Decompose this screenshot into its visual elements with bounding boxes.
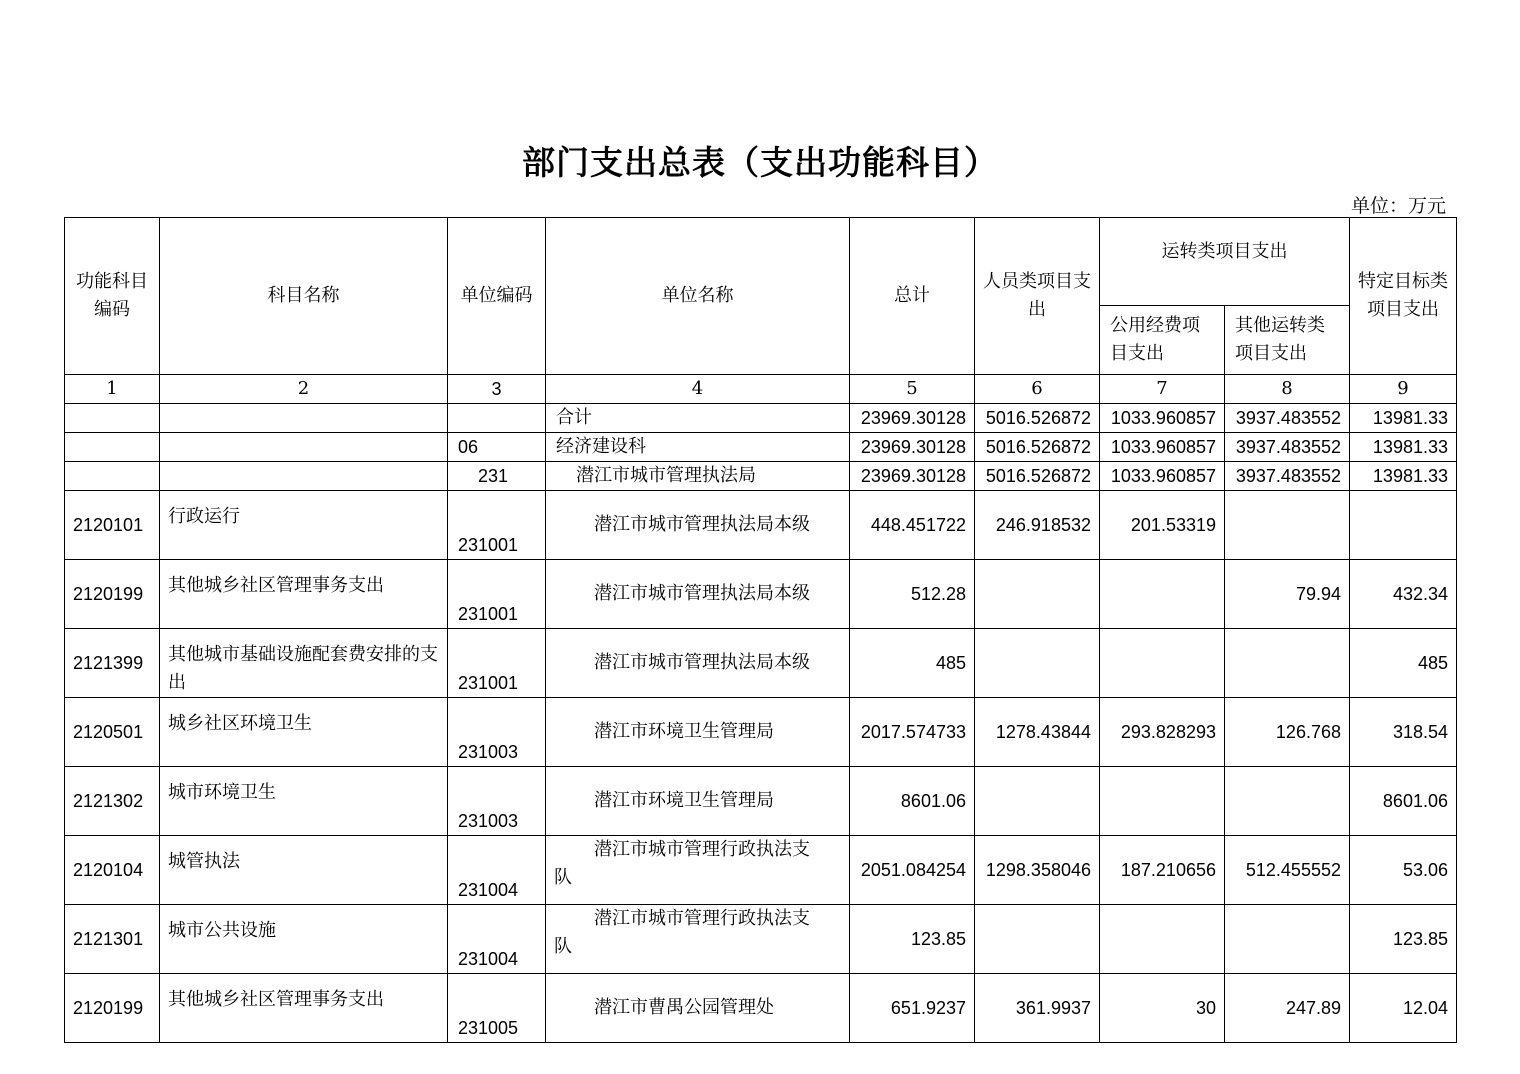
table-row [65, 560, 1457, 629]
header-row [65, 218, 1457, 306]
special-cell: 485 [1350, 629, 1457, 698]
unit-name-text: 潜江市城市管理执法局本级 [594, 514, 810, 535]
table-row [65, 698, 1457, 767]
personnel-cell: 246.918532 [975, 491, 1100, 560]
code-cell: 2120101 [65, 491, 160, 560]
personnel-cell [975, 767, 1100, 836]
other-operation-cell [1225, 491, 1350, 560]
public-fund-cell [1100, 905, 1225, 974]
unit-name-text: 潜江市环境卫生管理局 [594, 790, 774, 811]
code-cell: 2120199 [65, 560, 160, 629]
subject-cell [160, 404, 448, 433]
table-row [65, 974, 1457, 1043]
code-cell [65, 462, 160, 491]
unit-name-cell [546, 767, 850, 836]
unit-label: 单位：万元 [1350, 195, 1446, 217]
summary-row [65, 462, 1457, 491]
code-cell: 2120104 [65, 836, 160, 905]
total-cell: 485 [850, 629, 975, 698]
index-cell: 7 [1100, 375, 1225, 404]
table-row [65, 905, 1457, 974]
other-operation-cell: 3937.483552 [1225, 404, 1350, 433]
personnel-cell: 5016.526872 [975, 404, 1100, 433]
header-special: 特定目标类项目支出 [1350, 218, 1457, 375]
subject-cell: 其他城乡社区管理事务支出 [160, 560, 448, 629]
unit-name-line: 队 [554, 936, 572, 957]
unit-name-line: 潜江市城市管理行政执法支 [594, 839, 810, 860]
header-unit-code: 单位编码 [448, 218, 546, 375]
header-total: 总计 [850, 218, 975, 375]
unit-name-cell [546, 836, 850, 905]
public-fund-cell [1100, 767, 1225, 836]
unit-name-cell [546, 974, 850, 1043]
unit-name-cell [546, 905, 850, 974]
index-cell: 4 [546, 375, 850, 404]
code-cell [65, 404, 160, 433]
subject-cell [160, 433, 448, 462]
subject-cell [160, 462, 448, 491]
special-cell [1350, 491, 1457, 560]
total-cell: 512.28 [850, 560, 975, 629]
summary-row [65, 404, 1457, 433]
unit-code-cell: 231001 [448, 629, 546, 698]
public-fund-cell: 1033.960857 [1100, 462, 1225, 491]
other-operation-cell [1225, 905, 1350, 974]
header-subject: 科目名称 [160, 218, 448, 375]
unit-name-line: 队 [554, 867, 572, 888]
unit-name-cell [546, 560, 850, 629]
total-cell: 23969.30128 [850, 462, 975, 491]
header-operation: 运转类项目支出 [1100, 218, 1350, 306]
unit-name-text: 潜江市城市管理执法局本级 [594, 652, 810, 673]
code-cell: 2120501 [65, 698, 160, 767]
header-unit-name: 单位名称 [546, 218, 850, 375]
personnel-cell [975, 629, 1100, 698]
header-public-fund: 公用经费项目支出 [1100, 306, 1225, 375]
special-cell: 432.34 [1350, 560, 1457, 629]
unit-name-text: 潜江市城市管理执法局本级 [594, 583, 810, 604]
total-cell: 2017.574733 [850, 698, 975, 767]
subject-cell: 其他城乡社区管理事务支出 [160, 974, 448, 1043]
special-cell: 318.54 [1350, 698, 1457, 767]
code-cell: 2121301 [65, 905, 160, 974]
unit-code-cell: 231005 [448, 974, 546, 1043]
unit-code-cell: 231004 [448, 905, 546, 974]
unit-name-cell [546, 698, 850, 767]
total-cell: 8601.06 [850, 767, 975, 836]
unit-name-cell: 经济建设科 [546, 433, 850, 462]
index-cell: 5 [850, 375, 975, 404]
total-cell: 2051.084254 [850, 836, 975, 905]
code-cell: 2121399 [65, 629, 160, 698]
public-fund-cell: 1033.960857 [1100, 404, 1225, 433]
personnel-cell: 5016.526872 [975, 433, 1100, 462]
total-cell: 123.85 [850, 905, 975, 974]
index-cell: 6 [975, 375, 1100, 404]
other-operation-cell [1225, 767, 1350, 836]
subject-cell: 城管执法 [160, 836, 448, 905]
unit-code-cell: 231001 [448, 491, 546, 560]
unit-name-cell [546, 629, 850, 698]
summary-row [65, 433, 1457, 462]
subject-cell: 城市环境卫生 [160, 767, 448, 836]
header-code: 功能科目编码 [65, 218, 160, 375]
index-cell: 2 [160, 375, 448, 404]
subject-cell: 其他城市基础设施配套费安排的支出 [160, 629, 448, 698]
public-fund-cell: 1033.960857 [1100, 433, 1225, 462]
unit-name-line: 潜江市城市管理行政执法支 [594, 908, 810, 929]
index-cell: 1 [65, 375, 160, 404]
unit-name-cell: 合计 [546, 404, 850, 433]
table-row [65, 767, 1457, 836]
expenditure-table [64, 217, 1457, 1043]
special-cell: 13981.33 [1350, 462, 1457, 491]
public-fund-cell: 30 [1100, 974, 1225, 1043]
public-fund-cell: 293.828293 [1100, 698, 1225, 767]
other-operation-cell: 512.455552 [1225, 836, 1350, 905]
total-cell: 651.9237 [850, 974, 975, 1043]
unit-code-cell: 231001 [448, 560, 546, 629]
unit-code-cell: 231004 [448, 836, 546, 905]
other-operation-cell: 3937.483552 [1225, 462, 1350, 491]
other-operation-cell: 126.768 [1225, 698, 1350, 767]
personnel-cell: 1278.43844 [975, 698, 1100, 767]
subject-cell: 城市公共设施 [160, 905, 448, 974]
unit-code-cell: 231003 [448, 698, 546, 767]
unit-name-text: 潜江市曹禺公园管理处 [594, 997, 774, 1018]
header-other-operation: 其他运转类项目支出 [1225, 306, 1350, 375]
personnel-cell: 361.9937 [975, 974, 1100, 1043]
total-cell: 448.451722 [850, 491, 975, 560]
total-cell: 23969.30128 [850, 433, 975, 462]
public-fund-cell: 187.210656 [1100, 836, 1225, 905]
table-row [65, 629, 1457, 698]
code-cell: 2121302 [65, 767, 160, 836]
header-personnel: 人员类项目支出 [975, 218, 1100, 375]
other-operation-cell: 3937.483552 [1225, 433, 1350, 462]
index-cell: 9 [1350, 375, 1457, 404]
special-cell: 13981.33 [1350, 404, 1457, 433]
special-cell: 123.85 [1350, 905, 1457, 974]
personnel-cell [975, 560, 1100, 629]
public-fund-cell [1100, 629, 1225, 698]
unit-code-cell: 231 [448, 462, 546, 491]
other-operation-cell: 79.94 [1225, 560, 1350, 629]
subject-cell: 行政运行 [160, 491, 448, 560]
unit-name-cell [546, 491, 850, 560]
code-cell [65, 433, 160, 462]
code-cell: 2120199 [65, 974, 160, 1043]
special-cell: 13981.33 [1350, 433, 1457, 462]
index-cell: 8 [1225, 375, 1350, 404]
special-cell: 53.06 [1350, 836, 1457, 905]
personnel-cell: 5016.526872 [975, 462, 1100, 491]
special-cell: 8601.06 [1350, 767, 1457, 836]
unit-code-cell [448, 404, 546, 433]
personnel-cell [975, 905, 1100, 974]
index-row [65, 375, 1457, 404]
table-row [65, 836, 1457, 905]
unit-code-cell: 231003 [448, 767, 546, 836]
special-cell: 12.04 [1350, 974, 1457, 1043]
other-operation-cell [1225, 629, 1350, 698]
total-cell: 23969.30128 [850, 404, 975, 433]
public-fund-cell [1100, 560, 1225, 629]
index-cell: 3 [448, 375, 546, 404]
public-fund-cell: 201.53319 [1100, 491, 1225, 560]
unit-name-cell: 潜江市城市管理执法局 [546, 462, 850, 491]
subject-cell: 城乡社区环境卫生 [160, 698, 448, 767]
page-title: 部门支出总表（支出功能科目） [522, 143, 998, 182]
personnel-cell: 1298.358046 [975, 836, 1100, 905]
unit-name-text: 潜江市环境卫生管理局 [594, 721, 774, 742]
table-row [65, 491, 1457, 560]
unit-code-cell: 06 [448, 433, 546, 462]
other-operation-cell: 247.89 [1225, 974, 1350, 1043]
